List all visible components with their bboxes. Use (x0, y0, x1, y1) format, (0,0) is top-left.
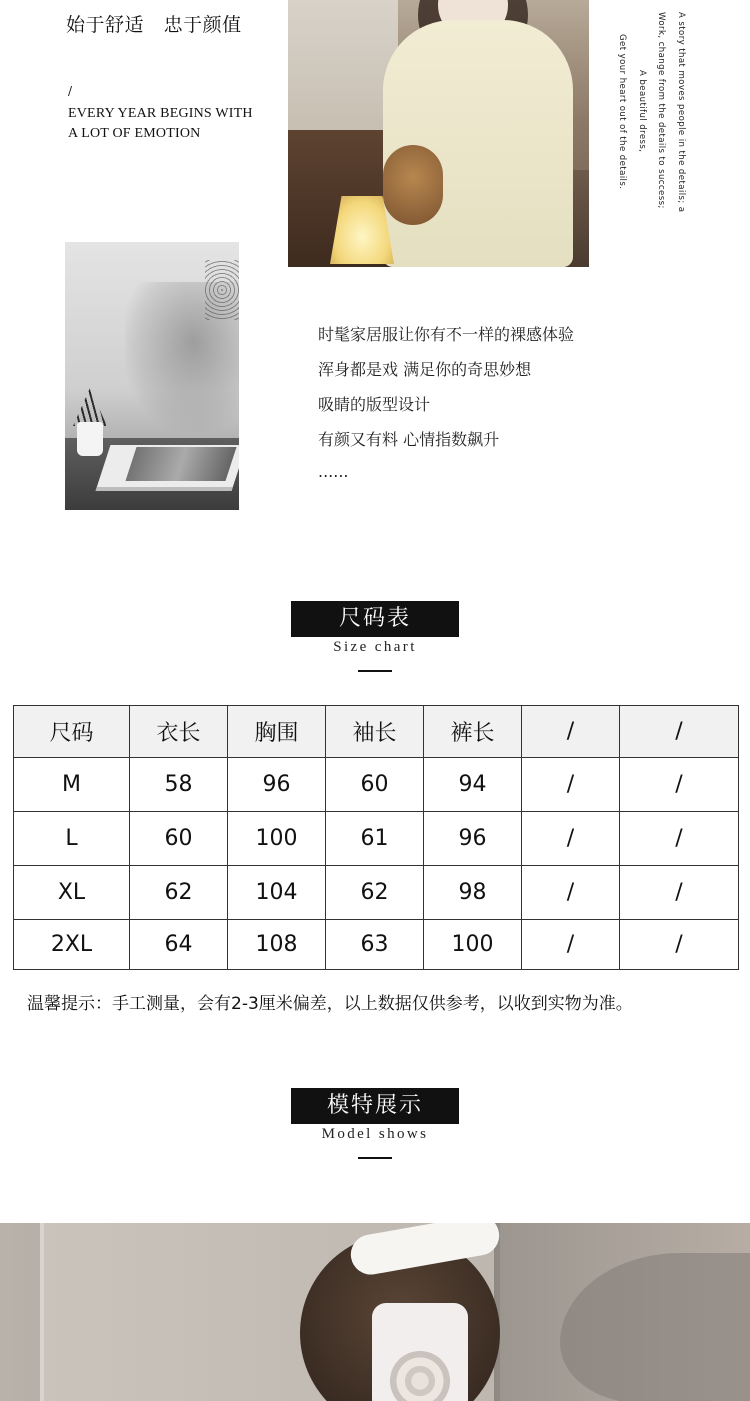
table-cell: / (522, 920, 620, 970)
tagline: 始于舒适 忠于颜值 (66, 14, 242, 36)
english-slogan-line: EVERY YEAR BEGINS WITH (68, 106, 253, 121)
table-row (14, 758, 739, 812)
table-header-cell: 尺码 (14, 706, 130, 758)
table-header-row (14, 706, 739, 758)
photo-wall-shadow (560, 1253, 750, 1401)
table-cell: 61 (326, 812, 424, 866)
table-cell: 58 (130, 758, 228, 812)
table-header-cell: 衣长 (130, 706, 228, 758)
table-row (14, 866, 739, 920)
table-cell: 104 (228, 866, 326, 920)
description-line: 吸睛的版型设计 (318, 395, 431, 414)
photo-wall (288, 0, 398, 130)
table-cell: 60 (326, 758, 424, 812)
english-slogan-line: A LOT OF EMOTION (68, 126, 201, 141)
table-cell: 100 (228, 812, 326, 866)
table-header-cell: / (620, 706, 739, 758)
size-chart-subtitle: Size chart (333, 639, 417, 655)
model-shows-subtitle: Model shows (321, 1126, 429, 1142)
table-header-cell: 裤长 (424, 706, 522, 758)
photo-pajama (383, 20, 573, 267)
table-cell: 98 (424, 866, 522, 920)
slash-mark: / (68, 84, 73, 98)
table-cell: 96 (424, 812, 522, 866)
vertical-quote-line: A beautiful dress, (637, 70, 647, 153)
table-header-cell: 胸围 (228, 706, 326, 758)
flower-branch (205, 260, 239, 320)
table-cell: / (522, 866, 620, 920)
table-cell: / (522, 812, 620, 866)
plant-pot (77, 422, 103, 456)
table-cell: 63 (326, 920, 424, 970)
vertical-quote-line: Work, change from the details to success; (656, 12, 666, 209)
description-line: 时髦家居服让你有不一样的裸感体验 (318, 325, 575, 344)
table-cell: 96 (228, 758, 326, 812)
table-header-cell: / (522, 706, 620, 758)
product-photo-top (288, 0, 589, 267)
table-cell: 100 (424, 920, 522, 970)
section-divider (358, 670, 392, 672)
table-cell: M (14, 758, 130, 812)
table-cell: 62 (326, 866, 424, 920)
table-cell: 2XL (14, 920, 130, 970)
table-cell: L (14, 812, 130, 866)
table-cell: 64 (130, 920, 228, 970)
table-cell: 94 (424, 758, 522, 812)
table-row (14, 812, 739, 866)
table-cell: 62 (130, 866, 228, 920)
description-line: ...... (318, 462, 349, 481)
measurement-note: 温馨提示：手工测量，会有2-3厘米偏差，以上数据仅供参考，以收到实物为准。 (27, 994, 633, 1014)
teddy-bear-icon (383, 145, 443, 225)
english-slogan (68, 104, 253, 144)
table-cell: / (620, 866, 739, 920)
vertical-quote-line: Get your heart out of the details. (617, 34, 627, 190)
description-line: 有颜又有料 心情指数飙升 (318, 430, 500, 449)
vertical-quote-line: A story that moves people in the details; a (676, 12, 686, 213)
table-cell: / (620, 812, 739, 866)
model-shows-title: 模特展示 (291, 1088, 459, 1124)
table-cell: / (522, 758, 620, 812)
size-table (13, 705, 739, 970)
model-photo (0, 1223, 750, 1401)
table-cell: 60 (130, 812, 228, 866)
table-cell: / (620, 920, 739, 970)
table-cell: / (620, 758, 739, 812)
table-row (14, 920, 739, 970)
description-line: 浑身都是戏 满足你的奇思妙想 (318, 360, 532, 379)
size-chart-title: 尺码表 (291, 601, 459, 637)
still-life-photo (65, 242, 239, 510)
table-cell: XL (14, 866, 130, 920)
table-cell: 108 (228, 920, 326, 970)
plant-icon (73, 388, 107, 426)
section-divider (358, 1157, 392, 1159)
table-header-cell: 袖长 (326, 706, 424, 758)
magazine-cover (125, 447, 236, 481)
